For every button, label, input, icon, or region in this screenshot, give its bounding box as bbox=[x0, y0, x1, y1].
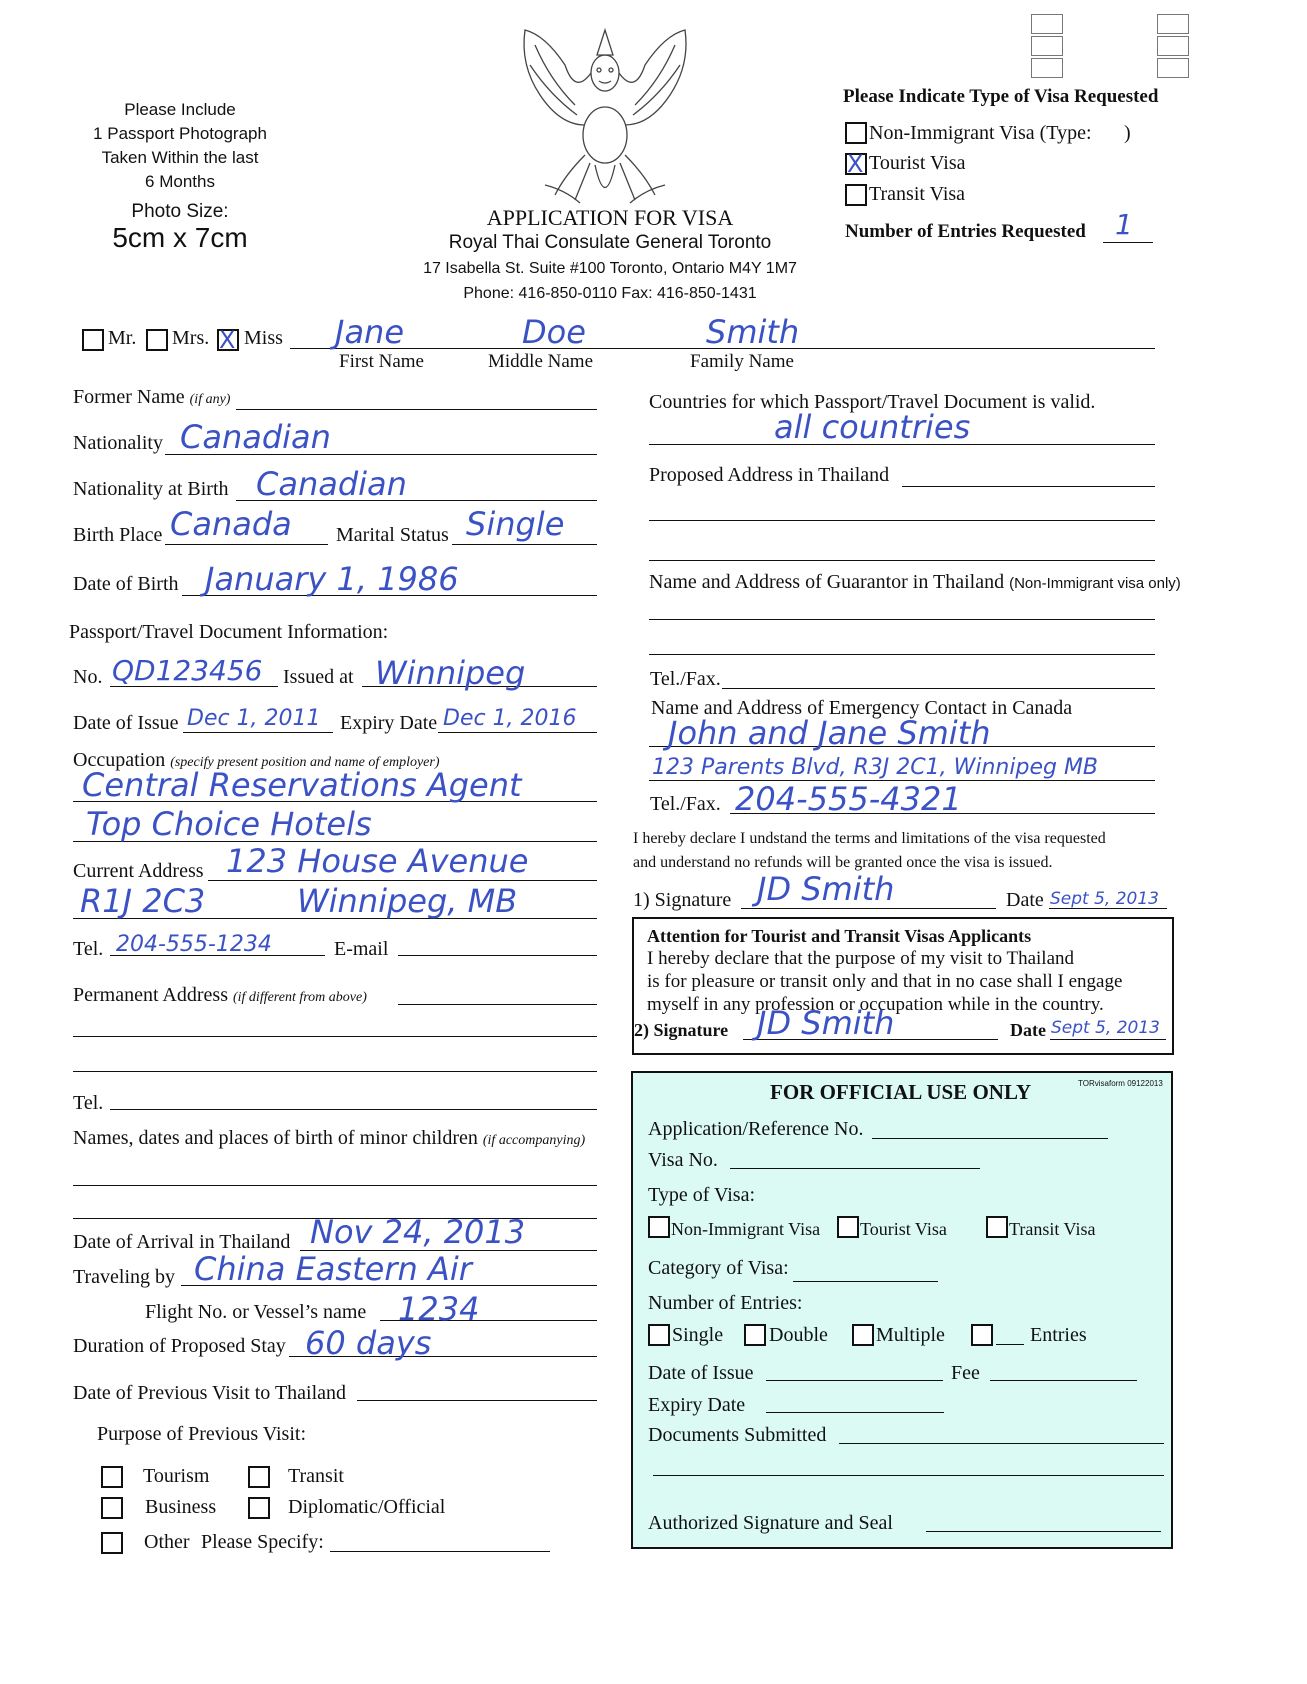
countries-value[interactable]: all countries bbox=[774, 408, 971, 446]
date-issue-label: Date of Issue bbox=[73, 712, 179, 734]
telfax2-label: Tel./Fax. bbox=[650, 793, 721, 815]
passport-no-label: No. bbox=[73, 666, 103, 688]
duration-value[interactable]: 60 days bbox=[305, 1324, 432, 1362]
middle-name-label: Middle Name bbox=[488, 351, 594, 372]
arrival-value[interactable]: Nov 24, 2013 bbox=[310, 1213, 526, 1251]
attention-line-1: I hereby declare that the purpose of my visit to Thailand bbox=[647, 948, 1075, 969]
office-box bbox=[1157, 14, 1189, 34]
miss-checkbox[interactable] bbox=[217, 329, 239, 351]
tourism-label: Tourism bbox=[143, 1465, 210, 1487]
flight-value[interactable]: 1234 bbox=[398, 1290, 480, 1328]
business-label: Business bbox=[145, 1496, 217, 1518]
nationality-label: Nationality bbox=[73, 432, 163, 454]
official-non-immigrant-label: Non-Immigrant Visa bbox=[671, 1219, 821, 1239]
photo-line-2: 1 Passport Photograph bbox=[93, 124, 267, 143]
multiple-checkbox[interactable] bbox=[852, 1324, 874, 1346]
declare-line-1: I hereby declare I undstand the terms and limitations of the visa requested bbox=[633, 830, 1106, 847]
signature-2-label: 2) Signature bbox=[634, 1020, 729, 1040]
office-box bbox=[1031, 36, 1063, 56]
attention-heading: Attention for Tourist and Transit Visas Applicants bbox=[647, 926, 1032, 946]
signature-1-value[interactable]: JD Smith bbox=[757, 870, 895, 908]
tel2-label: Tel. bbox=[73, 1092, 104, 1114]
mrs-checkbox[interactable] bbox=[146, 329, 168, 351]
office-box bbox=[1157, 36, 1189, 56]
attention-line-2: is for pleasure or transit only and that in no case shall I engage bbox=[647, 971, 1123, 992]
single-label: Single bbox=[672, 1324, 724, 1346]
office-box bbox=[1157, 58, 1189, 78]
official-entries-label: Number of Entries: bbox=[648, 1292, 803, 1314]
address-value-2b[interactable]: Winnipeg, MB bbox=[297, 882, 518, 920]
nationality-birth-label: Nationality at Birth bbox=[73, 478, 229, 500]
other-checkbox[interactable] bbox=[101, 1532, 123, 1554]
marital-status-value[interactable]: Single bbox=[466, 505, 565, 543]
mr-checkbox[interactable] bbox=[82, 329, 104, 351]
photo-line-1: Please Include bbox=[124, 100, 236, 119]
mrs-label: Mrs. bbox=[172, 327, 210, 349]
passport-info-label: Passport/Travel Document Information: bbox=[69, 621, 389, 643]
emergency-value-2[interactable]: 123 Parents Blvd, R3J 2C1, Winnipeg MB bbox=[652, 755, 1099, 780]
tel-label: Tel. bbox=[73, 938, 104, 960]
traveling-label: Traveling by bbox=[73, 1266, 176, 1288]
emergency-label: Name and Address of Emergency Contact in Canada bbox=[651, 697, 1073, 719]
multiple-label: Multiple bbox=[876, 1324, 945, 1346]
telfax2-value[interactable]: 204-555-4321 bbox=[735, 780, 962, 818]
tourist-visa-label: Tourist Visa bbox=[869, 152, 966, 174]
entries-count-checkbox[interactable] bbox=[971, 1324, 993, 1346]
occupation-label: Occupation (specify present position and name of employer) bbox=[73, 749, 440, 771]
diplomatic-label: Diplomatic/Official bbox=[288, 1496, 446, 1518]
form-code: TORvisaform 09122013 bbox=[1078, 1079, 1163, 1088]
prev-visit-label: Date of Previous Visit to Thailand bbox=[73, 1382, 347, 1404]
photo-size-label: Photo Size: bbox=[131, 201, 229, 222]
official-expiry-label: Expiry Date bbox=[648, 1394, 746, 1416]
non-immigrant-label: Non-Immigrant Visa (Type: bbox=[869, 122, 1092, 144]
transit-visa-checkbox[interactable] bbox=[845, 184, 867, 206]
expiry-value[interactable]: Dec 1, 2016 bbox=[443, 706, 577, 731]
form-title: APPLICATION FOR VISA bbox=[486, 205, 734, 230]
traveling-value[interactable]: China Eastern Air bbox=[194, 1250, 472, 1288]
address-value-1[interactable]: 123 House Avenue bbox=[226, 842, 529, 880]
family-name-value[interactable]: Smith bbox=[706, 313, 800, 351]
transit-prev-checkbox[interactable] bbox=[248, 1466, 270, 1488]
business-checkbox[interactable] bbox=[101, 1497, 123, 1519]
entries-requested-label: Number of Entries Requested bbox=[845, 221, 1086, 242]
nationality-birth-value[interactable]: Canadian bbox=[256, 465, 407, 503]
signature-1-date-value[interactable]: Sept 5, 2013 bbox=[1050, 889, 1159, 909]
visa-no-label: Visa No. bbox=[648, 1149, 718, 1171]
occupation-value-2[interactable]: Top Choice Hotels bbox=[86, 805, 372, 843]
entries-requested-value[interactable]: 1 bbox=[1115, 208, 1133, 241]
emergency-value-1[interactable]: John and Jane Smith bbox=[668, 714, 991, 752]
first-name-value[interactable]: Jane bbox=[335, 313, 405, 351]
app-ref-label: Application/Reference No. bbox=[648, 1118, 864, 1140]
photo-line-4: 6 Months bbox=[145, 172, 215, 191]
family-name-label: Family Name bbox=[690, 351, 794, 372]
photo-instructions bbox=[80, 98, 280, 253]
office-box bbox=[1031, 58, 1063, 78]
transit-prev-label: Transit bbox=[288, 1465, 344, 1487]
auth-signature-label: Authorized Signature and Seal bbox=[648, 1512, 893, 1534]
birth-place-value[interactable]: Canada bbox=[170, 505, 292, 543]
address-value-2a[interactable]: R1J 2C3 bbox=[80, 882, 206, 920]
signature-1-date-label: Date bbox=[1006, 889, 1044, 911]
guarantor-label: Name and Address of Guarantor in Thailand (Non-Immigrant visa only) bbox=[649, 571, 1181, 593]
official-transit-checkbox[interactable] bbox=[986, 1216, 1008, 1238]
official-non-immigrant-checkbox[interactable] bbox=[648, 1216, 670, 1238]
consulate-phone: Phone: 416-850-0110 Fax: 416-850-1431 bbox=[463, 285, 757, 302]
flight-label: Flight No. or Vessel’s name bbox=[145, 1301, 367, 1323]
non-immigrant-checkbox[interactable] bbox=[845, 122, 867, 144]
fee-label: Fee bbox=[951, 1362, 980, 1384]
birth-place-label: Birth Place bbox=[73, 524, 163, 546]
issued-at-label: Issued at bbox=[283, 666, 354, 688]
issued-at-value[interactable]: Winnipeg bbox=[375, 654, 526, 692]
photo-line-3: Taken Within the last bbox=[101, 148, 259, 167]
tourist-visa-checkbox[interactable] bbox=[845, 153, 867, 175]
countries-label: Countries for which Passport/Travel Document is valid. bbox=[649, 391, 1096, 413]
signature-1-label: 1) Signature bbox=[633, 889, 732, 911]
consulate-address: 17 Isabella St. Suite #100 Toronto, Ontario M4Y 1M7 bbox=[423, 260, 797, 277]
signature-2-value[interactable]: JD Smith bbox=[757, 1004, 895, 1042]
occupation-value-1[interactable]: Central Reservations Agent bbox=[82, 766, 522, 804]
miss-label: Miss bbox=[244, 327, 283, 349]
category-label: Category of Visa: bbox=[648, 1257, 789, 1279]
current-address-label: Current Address bbox=[73, 860, 204, 882]
declare-line-2: and understand no refunds will be granted once the visa is issued. bbox=[633, 854, 1053, 871]
signature-2-date-label: Date bbox=[1010, 1020, 1046, 1040]
official-transit-label: Transit Visa bbox=[1009, 1219, 1096, 1239]
official-tourist-checkbox[interactable] bbox=[837, 1216, 859, 1238]
other-label: Other bbox=[144, 1531, 190, 1553]
children-label: Names, dates and places of birth of minor children (if accompanying) bbox=[73, 1127, 586, 1149]
telfax-label: Tel./Fax. bbox=[650, 668, 721, 690]
tourism-checkbox[interactable] bbox=[101, 1466, 123, 1488]
non-immigrant-close: ) bbox=[1124, 122, 1131, 144]
visa-type-heading: Please Indicate Type of Visa Requested bbox=[843, 86, 1159, 107]
consulate-name: Royal Thai Consulate General Toronto bbox=[448, 232, 772, 253]
permanent-address-label: Permanent Address (if different from above) bbox=[73, 984, 367, 1006]
garuda-emblem-icon bbox=[505, 25, 705, 215]
signature-2-date-value[interactable]: Sept 5, 2013 bbox=[1051, 1018, 1160, 1038]
marital-status-label: Marital Status bbox=[336, 524, 449, 546]
double-label: Double bbox=[769, 1324, 828, 1346]
dob-value[interactable]: January 1, 1986 bbox=[205, 560, 459, 598]
tel-value[interactable]: 204-555-1234 bbox=[116, 932, 272, 957]
arrival-label: Date of Arrival in Thailand bbox=[73, 1231, 291, 1253]
official-date-issue-label: Date of Issue bbox=[648, 1362, 754, 1384]
photo-size-value: 5cm x 7cm bbox=[112, 222, 248, 253]
mr-label: Mr. bbox=[108, 327, 137, 349]
docs-label: Documents Submitted bbox=[648, 1424, 827, 1446]
email-label: E-mail bbox=[334, 938, 389, 960]
specify-label: Please Specify: bbox=[201, 1531, 324, 1553]
proposed-address-label: Proposed Address in Thailand bbox=[649, 464, 890, 486]
official-tourist-label: Tourist Visa bbox=[860, 1219, 947, 1239]
official-type-label: Type of Visa: bbox=[648, 1184, 756, 1206]
single-checkbox[interactable] bbox=[648, 1324, 670, 1346]
diplomatic-checkbox[interactable] bbox=[248, 1497, 270, 1519]
attention-line-3: myself in any profession or occupation while in the country. bbox=[647, 994, 1104, 1015]
entries-count-label: Entries bbox=[1030, 1324, 1087, 1346]
transit-visa-label: Transit Visa bbox=[869, 183, 966, 205]
middle-name-value[interactable]: Doe bbox=[522, 313, 586, 351]
duration-label: Duration of Proposed Stay bbox=[73, 1335, 286, 1357]
former-name-label: Former Name (if any) bbox=[73, 386, 231, 408]
purpose-label: Purpose of Previous Visit: bbox=[97, 1423, 306, 1445]
passport-no-value[interactable]: QD123456 bbox=[112, 654, 263, 687]
office-box bbox=[1031, 14, 1063, 34]
dob-label: Date of Birth bbox=[73, 573, 179, 595]
date-issue-value[interactable]: Dec 1, 2011 bbox=[187, 706, 321, 731]
nationality-value[interactable]: Canadian bbox=[180, 418, 331, 456]
first-name-label: First Name bbox=[339, 351, 424, 372]
expiry-label: Expiry Date bbox=[340, 712, 438, 734]
double-checkbox[interactable] bbox=[744, 1324, 766, 1346]
official-heading: FOR OFFICIAL USE ONLY bbox=[770, 1080, 1032, 1104]
